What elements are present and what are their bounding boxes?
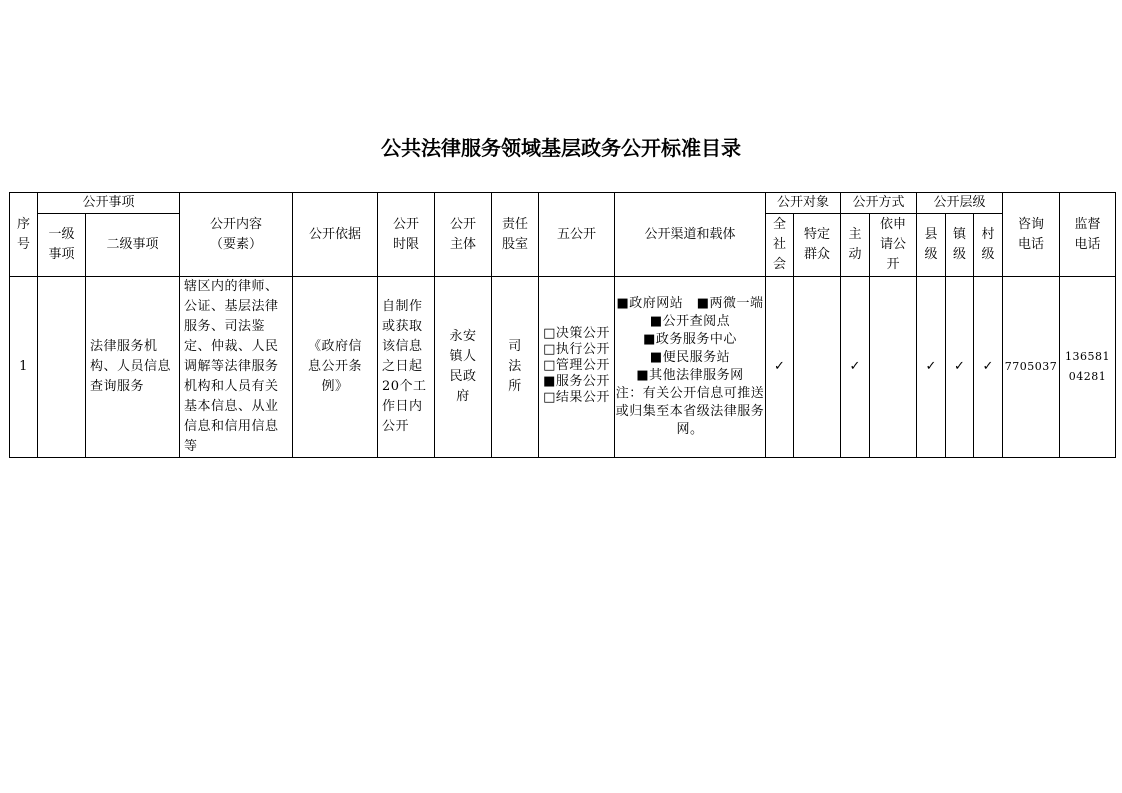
- cell-town-check: ✓: [946, 277, 974, 458]
- header-county: 县级: [917, 214, 946, 277]
- header-town: 镇级: [946, 214, 974, 277]
- cell-subject: 永安镇人民政府: [435, 277, 492, 458]
- five-open-service: ■服务公开: [543, 374, 610, 389]
- cell-basis: 《政府信息公开条例》: [293, 277, 378, 458]
- five-open-execution: □执行公开: [543, 342, 610, 357]
- header-object-group: 公开对象: [766, 193, 841, 214]
- five-open-decision: □决策公开: [543, 326, 610, 341]
- page-title: 公共法律服务领域基层政务公开标准目录: [381, 136, 741, 160]
- header-basis: 公开依据: [293, 193, 378, 277]
- channel-item: ■政府网站 ■两微一端: [616, 296, 764, 311]
- cell-on-request-check: [870, 277, 917, 458]
- header-level1: 一级事项: [38, 214, 86, 277]
- header-time-limit: 公开时限: [378, 193, 435, 277]
- header-whole-society: 全社会: [766, 214, 794, 277]
- five-open-management: □管理公开: [543, 358, 610, 373]
- cell-whole-society-check: ✓: [766, 277, 794, 458]
- cell-content: 辖区内的律师、公证、基层法律服务、司法鉴定、仲裁、人民调解等法律服务机构和人员有关基本信息、从业信息和信用信息等: [180, 277, 293, 458]
- cell-consult-phone: 7705037: [1003, 277, 1060, 458]
- channel-note: 注：有关公开信息可推送或归集至本省级法律服务网。: [615, 386, 765, 437]
- header-level-group: 公开层级: [917, 193, 1003, 214]
- header-supervise-phone: 监督电话: [1060, 193, 1116, 277]
- header-channel: 公开渠道和载体: [615, 193, 766, 277]
- header-subject: 公开主体: [435, 193, 492, 277]
- five-open-result: □结果公开: [543, 390, 610, 405]
- cell-time-limit: 自制作或获取该信息之日起20个工作日内公开: [378, 277, 435, 458]
- cell-level2: 法律服务机构、人员信息查询服务: [86, 277, 180, 458]
- cell-active-check: ✓: [841, 277, 870, 458]
- channel-item: ■公开查阅点: [649, 314, 731, 329]
- catalog-table: [9, 192, 1116, 458]
- header-on-request: 依申请公开: [870, 214, 917, 277]
- cell-village-check: ✓: [974, 277, 1003, 458]
- table-row: [10, 277, 1116, 458]
- cell-supervise-phone: 13658104281: [1060, 277, 1116, 458]
- header-item-group: 公开事项: [38, 193, 180, 214]
- cell-specific-groups-check: [794, 277, 841, 458]
- channel-item: ■其他法律服务网: [636, 368, 744, 383]
- header-active: 主动: [841, 214, 870, 277]
- header-five-open: 五公开: [539, 193, 615, 277]
- header-department: 责任股室: [492, 193, 539, 277]
- cell-county-check: ✓: [917, 277, 946, 458]
- cell-level1: [38, 277, 86, 458]
- channel-item: ■便民服务站: [649, 350, 731, 365]
- header-consult-phone: 咨询电话: [1003, 193, 1060, 277]
- channel-item: ■政务服务中心: [643, 332, 737, 347]
- cell-seq: 1: [10, 277, 38, 458]
- header-method-group: 公开方式: [841, 193, 917, 214]
- header-specific-groups: 特定群众: [794, 214, 841, 277]
- header-content: 公开内容（要素）: [180, 193, 293, 277]
- cell-department: 司法所: [492, 277, 539, 458]
- header-level2: 二级事项: [86, 214, 180, 277]
- header-seq: 序号: [10, 193, 38, 277]
- header-village: 村级: [974, 214, 1003, 277]
- cell-five-open: [539, 277, 615, 458]
- cell-channel: [615, 277, 766, 458]
